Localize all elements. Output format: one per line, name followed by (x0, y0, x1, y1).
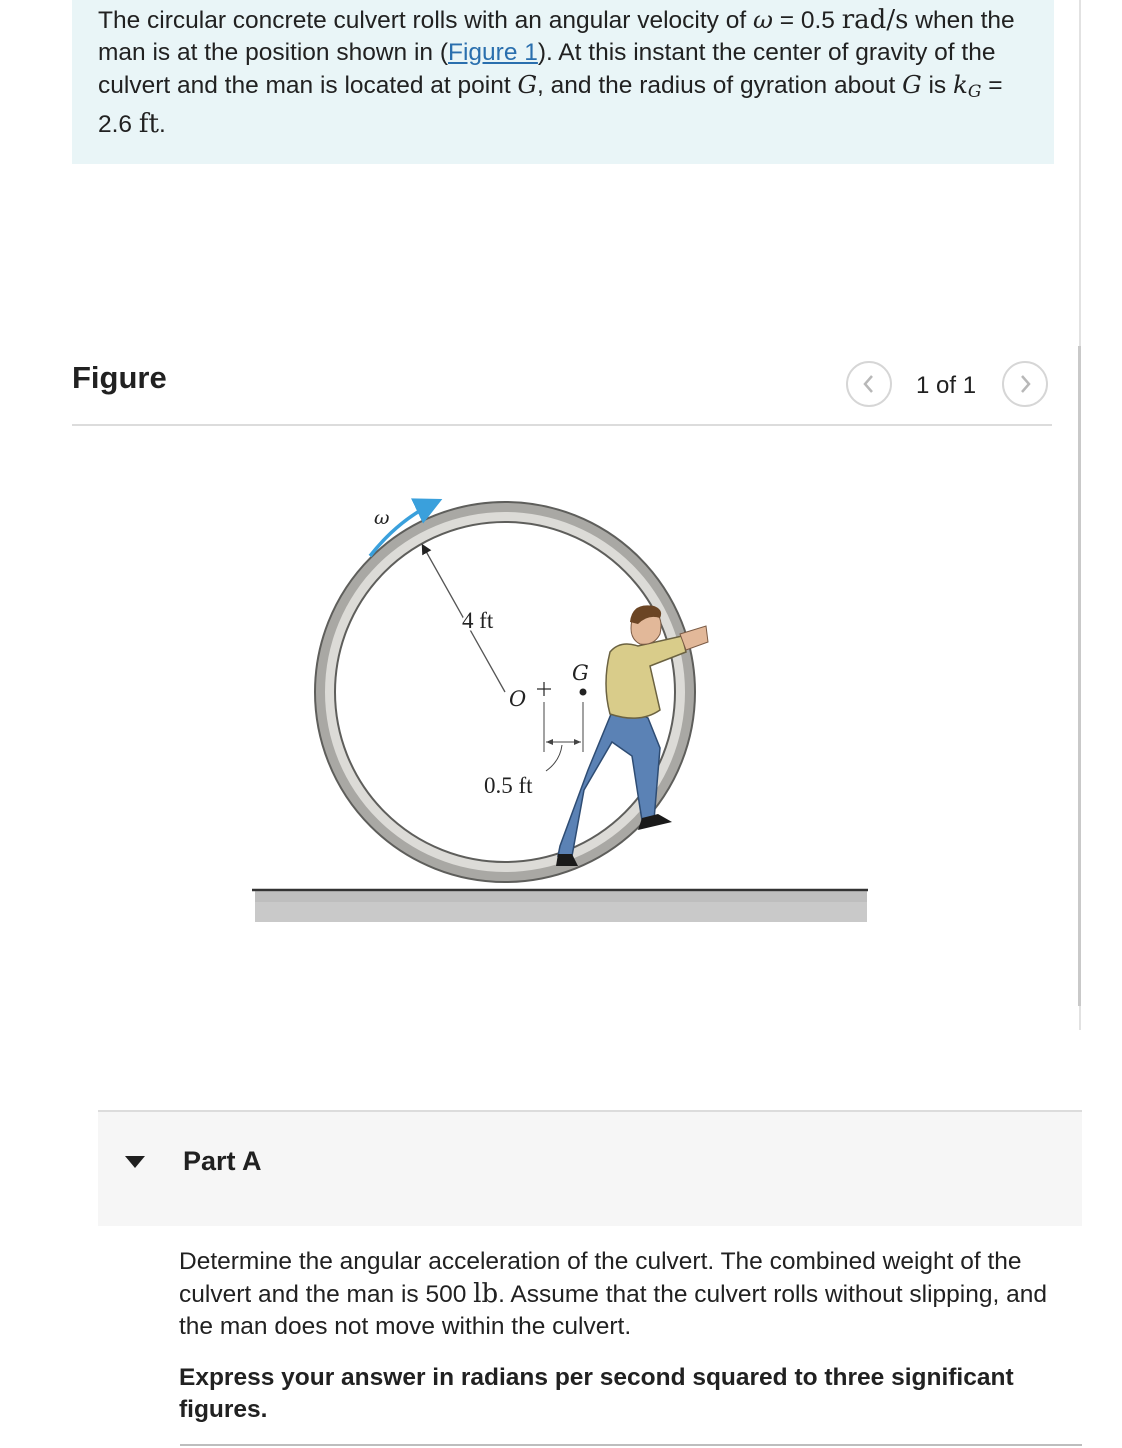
k-subscript: G (967, 82, 982, 102)
problem-text: The circular concrete culvert rolls with an angular velocity of ω = 0.5 rad/s when the man is at the position shown in (Figure 1). At this instant the center of gravity of the culvert and the man is located at point G, and the radius of gyration about G is $k_G = 2.6$ ft. (98, 5, 1015, 139)
origin-label: O (509, 687, 527, 711)
g-symbol-2: G (902, 70, 922, 99)
omega-unit: rad/s (841, 5, 909, 35)
part-a-question: Determine the angular acceleration of the culvert. The combined weight of the culvert and the man is 500 lb. Assume that the culvert rolls without slipping, and the man does not move within the culvert. (179, 1248, 1047, 1340)
caret-down-icon (124, 1155, 146, 1169)
prev-figure-button[interactable] (846, 361, 892, 407)
problem-statement (72, 0, 1054, 164)
k-unit: ft (138, 109, 159, 139)
answer-area-divider (180, 1444, 1082, 1446)
next-figure-button[interactable] (1002, 361, 1048, 407)
g-point (580, 689, 587, 696)
omega-symbol: ω (752, 5, 773, 34)
k-symbol: k (952, 70, 968, 99)
weight-unit: lb (473, 1279, 499, 1309)
scroll-thumb-line[interactable] (1078, 346, 1081, 1006)
omega-label: ω (374, 507, 390, 529)
g-symbol: G (517, 70, 538, 99)
culvert-figure (240, 470, 890, 940)
figure-title: Figure (72, 360, 167, 395)
radius-label: 4 ft (462, 608, 494, 633)
chevron-right-icon (1015, 372, 1035, 396)
chevron-left-icon (859, 372, 879, 396)
figure-divider (72, 424, 1052, 426)
part-a-title: Part A (183, 1146, 262, 1176)
offset-label: 0.5 ft (484, 773, 533, 798)
g-label: G (572, 661, 589, 685)
figure-link[interactable]: Figure 1 (448, 39, 538, 66)
ground (252, 890, 868, 922)
part-a-instruction: Express your answer in radians per second squared to three significant figures. (179, 1364, 1014, 1423)
figure-counter: 1 of 1 (916, 372, 977, 399)
part-a-header[interactable] (98, 1110, 1082, 1226)
